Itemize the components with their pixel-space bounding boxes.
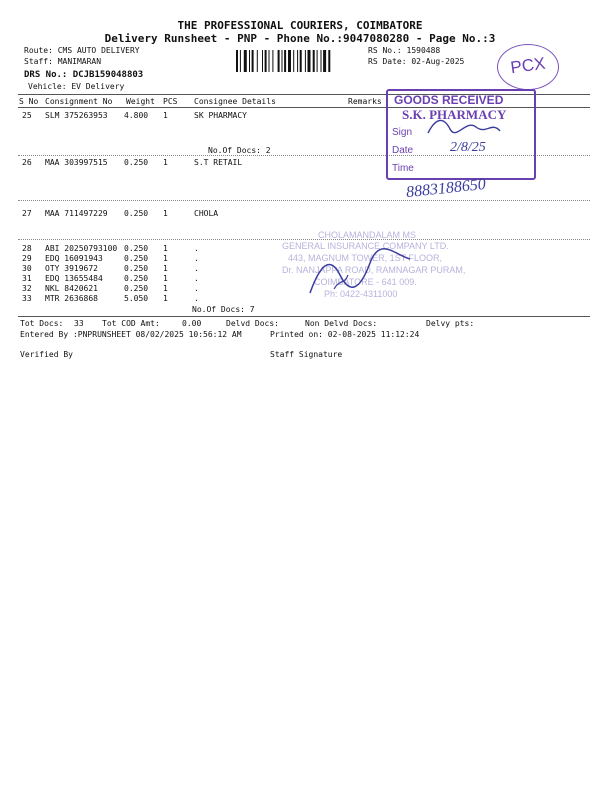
tot-docs-value: 33 bbox=[74, 319, 84, 328]
col-sno: S No bbox=[19, 97, 39, 106]
row-sno: 25 bbox=[22, 111, 32, 120]
row-sno: 31 bbox=[22, 274, 32, 283]
delvy-pts-label: Delvy pts: bbox=[426, 319, 475, 328]
row-consignee: . bbox=[194, 284, 199, 293]
row-consignment: MAA 711497229 bbox=[45, 209, 108, 218]
row-pcs: 1 bbox=[163, 111, 168, 120]
entered-by: Entered By :PNPRUNSHEET 08/02/2025 10:56:12 AM bbox=[20, 330, 242, 339]
row-consignment: OTY 3919672 bbox=[45, 264, 98, 273]
row-sno: 30 bbox=[22, 264, 32, 273]
col-remarks: Remarks bbox=[348, 97, 382, 106]
rs-date: RS Date: 02-Aug-2025 bbox=[368, 57, 465, 66]
row-pcs: 1 bbox=[163, 209, 168, 218]
staff-signature-label: Staff Signature bbox=[270, 350, 343, 359]
row-sno: 27 bbox=[22, 209, 32, 218]
chola-stamp-line: GENERAL INSURANCE COMPANY LTD. bbox=[282, 241, 449, 251]
row-consignment: MTR 2636868 bbox=[45, 294, 98, 303]
vehicle-label: Vehicle: EV Delivery bbox=[28, 82, 125, 91]
row-weight: 0.250 bbox=[124, 244, 149, 253]
tot-docs-label: Tot Docs: bbox=[20, 319, 64, 328]
verified-by: Verified By bbox=[20, 350, 73, 359]
row-consignment: SLM 375263953 bbox=[45, 111, 108, 120]
row-pcs: 1 bbox=[163, 284, 168, 293]
chola-stamp-line: COIMBATORE - 641 009. bbox=[314, 277, 417, 287]
row-consignee: . bbox=[194, 264, 199, 273]
row-weight: 0.250 bbox=[124, 264, 149, 273]
row-consignee: . bbox=[194, 254, 199, 263]
sk-pharmacy-heading: S.K. PHARMACY bbox=[402, 107, 507, 122]
row-pcs: 1 bbox=[163, 294, 168, 303]
runsheet-title: THE PROFESSIONAL COURIERS, COIMBATORE bbox=[177, 19, 423, 32]
goods-received-heading: GOODS RECEIVED bbox=[394, 93, 504, 107]
route-label: Route: CMS AUTO DELIVERY bbox=[24, 46, 140, 55]
drs-number: DRS No.: DCJB159048803 bbox=[24, 70, 144, 80]
row-sno: 28 bbox=[22, 244, 32, 253]
rs-number: RS No.: 1590488 bbox=[368, 46, 441, 55]
row-consignee: S.T RETAIL bbox=[194, 158, 243, 167]
row-divider bbox=[18, 200, 590, 201]
row-pcs: 1 bbox=[163, 158, 168, 167]
row-sno: 29 bbox=[22, 254, 32, 263]
row-sno: 32 bbox=[22, 284, 32, 293]
chola-stamp-line: Ph: 0422-4311000 bbox=[324, 289, 398, 299]
row-consignee: . bbox=[194, 244, 199, 253]
row-pcs: 1 bbox=[163, 274, 168, 283]
row-consignee: SK PHARMACY bbox=[194, 111, 247, 120]
col-pcs: PCS bbox=[163, 97, 178, 106]
row-consignee: . bbox=[194, 274, 199, 283]
col-consignee: Consignee Details bbox=[194, 97, 276, 106]
delvd-docs-label: Delvd Docs: bbox=[226, 319, 279, 328]
row-consignment: MAA 303997515 bbox=[45, 158, 108, 167]
sign-label: Sign bbox=[392, 127, 413, 138]
staff-label: Staff: MANIMARAN bbox=[24, 57, 102, 66]
row-doc-count: No.Of Docs: 7 bbox=[192, 305, 255, 314]
row-consignment: EDQ 16091943 bbox=[45, 254, 103, 263]
row-weight: 0.250 bbox=[124, 158, 149, 167]
tot-cod-label: Tot COD Amt: bbox=[102, 319, 160, 328]
runsheet-subtitle: Delivery Runsheet - PNP - Phone No.:9047080280 - Page No.:3 bbox=[104, 32, 496, 45]
handwritten-signature-icon bbox=[300, 245, 420, 300]
row-pcs: 1 bbox=[163, 254, 168, 263]
row-consignment: EDQ 13655484 bbox=[45, 274, 103, 283]
chola-stamp-line: 443, MAGNUM TOWER, 1ST FLOOR, bbox=[288, 253, 443, 263]
goods-received-stamp bbox=[386, 89, 536, 180]
row-pcs: 1 bbox=[163, 244, 168, 253]
tot-cod-value: 0.00 bbox=[182, 319, 202, 328]
row-consignee: . bbox=[194, 294, 199, 303]
table-bottom-rule bbox=[18, 316, 590, 317]
time-label: Time bbox=[392, 163, 414, 174]
handwritten-sign-icon bbox=[426, 115, 502, 137]
row-weight: 5.050 bbox=[124, 294, 149, 303]
chola-stamp-line: Dr. NANJAPPA ROAD, RAMNAGAR PURAM, bbox=[282, 265, 466, 275]
pcx-stamp-text: PCX bbox=[509, 53, 547, 78]
chola-stamp-line: CHOLAMANDALAM MS bbox=[318, 230, 417, 240]
row-consignee: CHOLA bbox=[194, 209, 219, 218]
non-delvd-docs-label: Non Delvd Docs: bbox=[305, 319, 378, 328]
handwritten-phone: 8883188650 bbox=[405, 175, 487, 202]
printed-on: Printed on: 02-08-2025 11:12:24 bbox=[270, 330, 420, 339]
row-weight: 0.250 bbox=[124, 254, 149, 263]
row-doc-count: No.Of Docs: 2 bbox=[208, 146, 271, 155]
row-weight: 4.800 bbox=[124, 111, 149, 120]
row-consignment: ABI 20250793100 bbox=[45, 244, 118, 253]
row-sno: 26 bbox=[22, 158, 32, 167]
handwritten-date: 2/8/25 bbox=[450, 140, 486, 155]
row-weight: 0.250 bbox=[124, 209, 149, 218]
date-label: Date bbox=[392, 145, 414, 156]
row-weight: 0.250 bbox=[124, 284, 149, 293]
col-weight: Weight bbox=[126, 97, 155, 106]
col-consignment: Consignment No bbox=[45, 97, 113, 106]
row-sno: 33 bbox=[22, 294, 32, 303]
barcode-icon bbox=[236, 50, 361, 72]
row-pcs: 1 bbox=[163, 264, 168, 273]
pcx-stamp bbox=[497, 44, 559, 90]
row-consignment: NKL 8420621 bbox=[45, 284, 98, 293]
row-weight: 0.250 bbox=[124, 274, 149, 283]
